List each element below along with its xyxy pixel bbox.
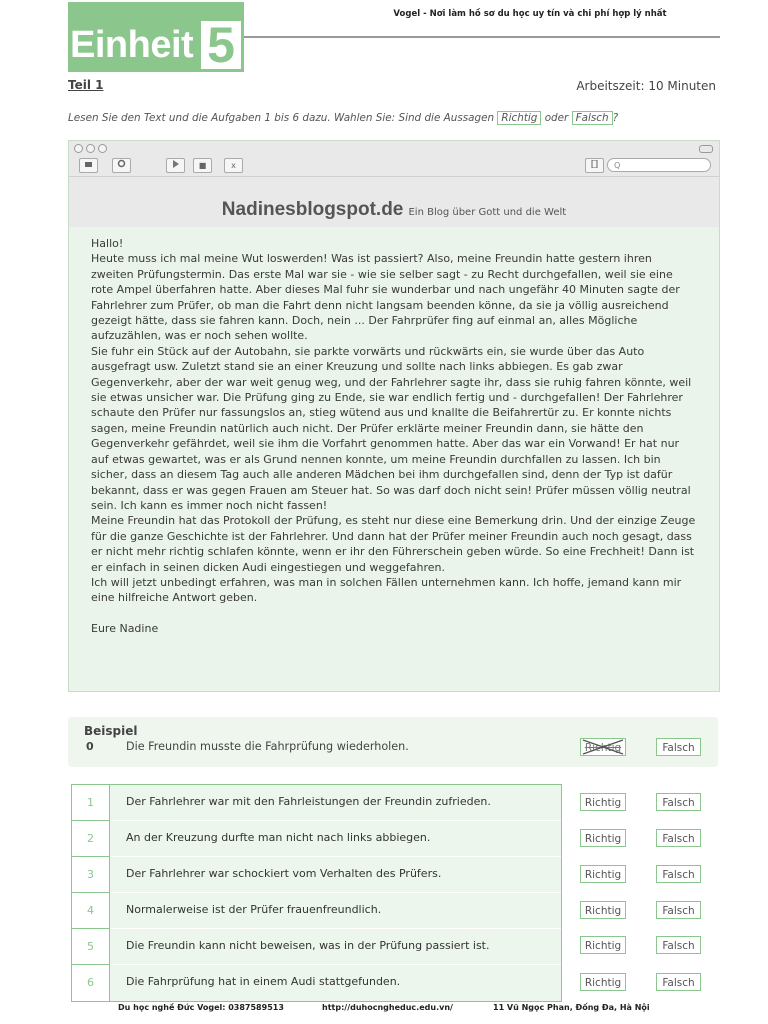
blog-post bbox=[91, 236, 697, 636]
einheit-label: Einheit bbox=[70, 24, 194, 66]
search-input[interactable]: Q bbox=[607, 158, 711, 172]
example-number: 0 bbox=[86, 740, 94, 753]
task-2-falsch-button[interactable]: Falsch bbox=[656, 829, 701, 847]
task-statement: Normalerweise ist der Prüfer frauenfreundlich. bbox=[126, 903, 382, 916]
letter-paragraph: Meine Freundin hat das Protokoll der Prüfung, es steht nur diese eine Bemerkung drin. Und der einzige Zeuge für die ganze Geschichte ist der Fahrlehrer. Und dann hat der Prüfer meiner Freundin auch noch gesagt, dass er nicht mehr richtig schlafen könnte, wenn er ihr den Führerschein geben würde. So eine Frechheit! Dann ist er einfach in seinen dicken Audi eingestiegen und weggefahren. bbox=[91, 514, 696, 574]
task-number: 6 bbox=[72, 965, 110, 1001]
einheit-number: 5 bbox=[201, 21, 241, 69]
instruction-oder: oder bbox=[544, 112, 569, 124]
window-minimize-dot[interactable] bbox=[86, 144, 95, 153]
task-number: 2 bbox=[72, 821, 110, 857]
table-row bbox=[72, 929, 561, 965]
section-title: Teil 1 bbox=[68, 78, 104, 92]
footer-link[interactable]: http://duhocngheduc.edu.vn/ bbox=[322, 1003, 453, 1012]
task-5-richtig-button[interactable]: Richtig bbox=[580, 936, 626, 954]
reload-icon bbox=[117, 159, 126, 168]
window-controls bbox=[74, 144, 107, 153]
task-cell bbox=[110, 857, 561, 893]
task-statement: Der Fahrlehrer war mit den Fahrleistungen der Freundin zufrieden. bbox=[126, 795, 491, 808]
table-row bbox=[72, 857, 561, 893]
table-row bbox=[72, 821, 561, 857]
task-3-richtig-button[interactable]: Richtig bbox=[580, 865, 626, 883]
task-statement: Die Freundin kann nicht beweisen, was in der Prüfung passiert ist. bbox=[126, 939, 490, 952]
task-number: 1 bbox=[72, 785, 110, 821]
task-statement: An der Kreuzung durfte man nicht nach links abbiegen. bbox=[126, 831, 431, 844]
letter-paragraph: Sie fuhr ein Stück auf der Autobahn, sie parkte vorwärts und rückwärts ein, sie wurde über das Auto ausgefragt usw. Zuletzt stand sie an einer Kreuzung und sollte nach links abbiegen. Es gab zwar Gegenverkehr, aber der war weit genug weg, und der Fahrlehrer sagte ihr, dass sie ruhig fahren könnte, weil sie etwas unsicher war. Die Prüfung ging zu Ende, sie war endlich fertig und - durchgefallen! Der Fahrlehrer schaute den Prüfer nur fassungslos an, stieg wütend aus und knallte die Beifahrertür zu. Er konnte nichts sagen, meine Freundin natürlich auch nicht. Der Prüfer erklärte meiner Freundin dann, sie hätte den Gegenverkehr gefährdet, weil sie ihm die Vorfahrt genommen hatte. Aber das war ein Vorwand! Er hat nur auf etwas gewartet, was er als Grund nennen konnte, um meine Freundin durchfallen zu lassen. Ich bin sicher, dass an diesem Tag auch alle anderen Mädchen bei ihm durchgefallen sind, denn der Typ ist dafür bekannt, dass er was gegen Frauen am Steuer hat. So was darf doch nicht sein! Prüfer müssen völlig neutral sein. Ich kann es immer noch nicht fassen! bbox=[91, 344, 692, 512]
table-row bbox=[72, 893, 561, 929]
instruction-main: Lesen Sie den Text und die Aufgaben 1 bis 6 dazu. Wahlen Sie: Sind die Aussagen bbox=[68, 112, 495, 124]
browser-toolbar bbox=[69, 141, 719, 227]
example-statement: Die Freundin musste die Fahrprüfung wiederholen. bbox=[126, 740, 409, 753]
table-row bbox=[72, 785, 561, 821]
play-icon bbox=[172, 160, 180, 168]
task-statement: Die Fahrprüfung hat in einem Audi stattgefunden. bbox=[126, 975, 401, 988]
cross-mark-icon bbox=[580, 738, 626, 756]
top-banner: Vogel - Nơi làm hồ sơ du học uy tín và chi phí hợp lý nhất bbox=[393, 9, 667, 19]
task-cell bbox=[110, 893, 561, 929]
example-richtig-button[interactable] bbox=[580, 738, 626, 756]
letter-signature: Eure Nadine bbox=[91, 621, 159, 635]
home-icon bbox=[84, 160, 93, 168]
task-number: 3 bbox=[72, 857, 110, 893]
blog-header bbox=[69, 199, 719, 221]
instruction-richtig-box: Richtig bbox=[497, 111, 541, 125]
working-time: Arbeitszeit: 10 Minuten bbox=[576, 79, 716, 93]
window-zoom-dot[interactable] bbox=[98, 144, 107, 153]
back-button[interactable] bbox=[112, 158, 131, 173]
task-number: 4 bbox=[72, 893, 110, 929]
play-button[interactable] bbox=[166, 158, 185, 173]
instruction-falsch-box: Falsch bbox=[572, 111, 613, 125]
task-cell bbox=[110, 785, 561, 821]
task-4-falsch-button[interactable]: Falsch bbox=[656, 901, 701, 919]
window-pill-icon[interactable] bbox=[699, 145, 713, 153]
bookmark-icon bbox=[591, 160, 598, 168]
task-cell bbox=[110, 821, 561, 857]
example-label: Beispiel bbox=[84, 724, 138, 738]
instruction-text bbox=[68, 111, 618, 125]
task-number: 5 bbox=[72, 929, 110, 965]
footer-phone: Du học nghề Đức Vogel: 0387589513 bbox=[118, 1003, 284, 1012]
letter-paragraph: Ich will jetzt unbedingt erfahren, was man in solchen Fällen unternehmen kann. Ich hoffe, jemand kann mir eine hilfreiche Antwort geben. bbox=[91, 575, 682, 605]
example-richtig-label: Richtig bbox=[584, 742, 622, 754]
task-2-richtig-button[interactable]: Richtig bbox=[580, 829, 626, 847]
footer-address: 11 Vũ Ngọc Phan, Đống Đa, Hà Nội bbox=[493, 1003, 650, 1012]
home-button[interactable] bbox=[79, 158, 98, 173]
blog-name: Nadinesblogspot.de bbox=[221, 199, 404, 220]
window-close-dot[interactable] bbox=[74, 144, 83, 153]
letter-paragraph: Heute muss ich mal meine Wut loswerden! Was ist passiert? Also, meine Freundin hatte gestern ihren zweiten Prüfungstermin. Das erste Mal war sie - wie sie selber sagt - zu Recht durchgefallen, weil sie eine rote Ampel überfahren hatte. Aber dieses Mal fuhr sie wunderbar und nach ungefähr 40 Minuten sagte der Fahrlehrer zum Prüfer, ob man die Fahrt denn nicht langsam beenden könne, da sie ja völlig ausreichend gezeigt hätte, dass sie fahren kann. Doch, nein ... Der Fahrprüfer fing auf einmal an, alles Mögliche aufzuzählen, was er noch sehen wollte. bbox=[91, 252, 680, 343]
close-tab-button[interactable]: x bbox=[224, 158, 243, 173]
task-table bbox=[71, 784, 562, 1002]
stop-button[interactable]: ■ bbox=[193, 158, 212, 173]
task-4-richtig-button[interactable]: Richtig bbox=[580, 901, 626, 919]
task-cell bbox=[110, 929, 561, 965]
bookmark-button[interactable] bbox=[585, 158, 604, 173]
task-1-richtig-button[interactable]: Richtig bbox=[580, 793, 626, 811]
task-5-falsch-button[interactable]: Falsch bbox=[656, 936, 701, 954]
letter-greeting: Hallo! bbox=[91, 237, 124, 250]
einheit-badge bbox=[68, 2, 244, 72]
task-statement: Der Fahrlehrer war schockiert vom Verhalten des Prüfers. bbox=[126, 867, 442, 880]
toolbar-divider bbox=[69, 176, 719, 177]
task-3-falsch-button[interactable]: Falsch bbox=[656, 865, 701, 883]
header-rule bbox=[244, 36, 720, 38]
blog-tagline: Ein Blog über Gott und die Welt bbox=[408, 207, 567, 218]
instruction-end: ? bbox=[612, 112, 619, 124]
task-6-falsch-button[interactable]: Falsch bbox=[656, 973, 701, 991]
task-1-falsch-button[interactable]: Falsch bbox=[656, 793, 701, 811]
task-cell bbox=[110, 965, 561, 1001]
table-row bbox=[72, 965, 561, 1001]
task-6-richtig-button[interactable]: Richtig bbox=[580, 973, 626, 991]
example-falsch-button[interactable]: Falsch bbox=[656, 738, 701, 756]
